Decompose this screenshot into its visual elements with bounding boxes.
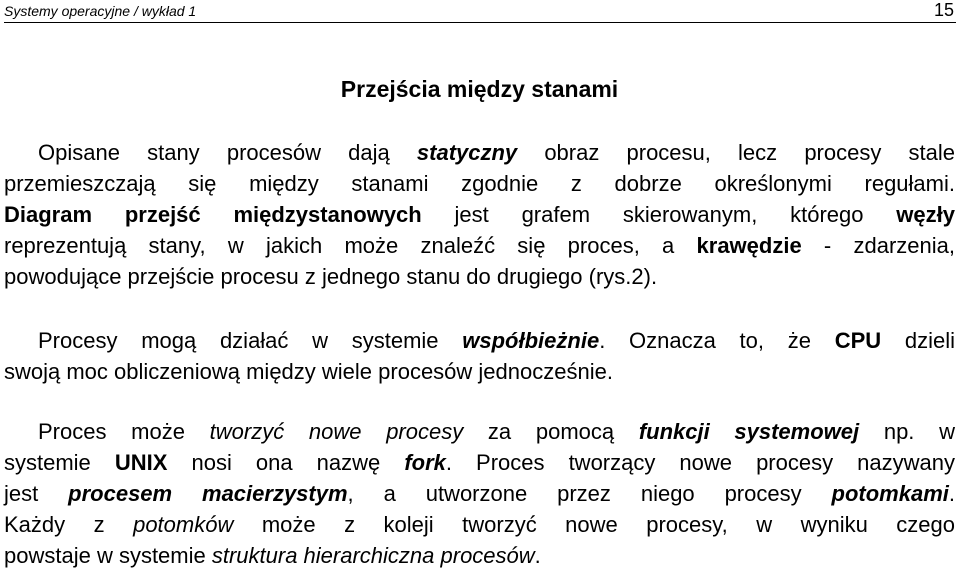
paragraph-concurrency: [4, 325, 955, 387]
text-run: swoją moc obliczeniową między wiele procesów jednocześnie.: [4, 359, 613, 384]
paragraph-line: [4, 540, 955, 571]
paragraph-line: [4, 230, 955, 261]
emphasis-hierarchy: struktura hierarchiczna procesów: [211, 543, 535, 568]
paragraph-line: [4, 416, 955, 447]
text-run: Procesy mogą działać w systemie: [38, 328, 463, 353]
text-run: za pomocą: [463, 419, 639, 444]
paragraph-line: [4, 356, 955, 387]
text-run: Opisane stany procesów dają: [38, 140, 417, 165]
paragraph-line: [4, 325, 955, 356]
term-edges: krawędzie: [696, 233, 802, 258]
term-children: potomkami: [831, 481, 949, 506]
text-run: jest: [4, 481, 69, 506]
paragraph-line: [4, 199, 955, 230]
emphasis-create-processes: tworzyć nowe procesy: [209, 419, 464, 444]
text-run: systemie: [4, 450, 115, 475]
paragraph-line: [4, 168, 955, 199]
header-page-number: 15: [933, 0, 954, 20]
paragraph-line: [4, 137, 955, 168]
paragraph-line: [4, 447, 955, 478]
paragraph-process-creation: [4, 416, 955, 571]
emphasis-descendants: potomków: [133, 512, 234, 537]
paragraph-line: [4, 261, 955, 292]
term-cpu: CPU: [834, 328, 882, 353]
page-header: [4, 0, 956, 23]
paragraph-line: [4, 478, 955, 509]
text-run: przemieszczają się między stanami zgodnie z dobrze określonymi regułami.: [4, 171, 955, 196]
text-run: dzieli: [881, 328, 956, 353]
paragraph-states: [4, 137, 955, 292]
term-fork: fork: [404, 450, 446, 475]
header-course-title: Systemy operacyjne / wykład 1: [4, 3, 197, 19]
text-run: . Proces tworzący nowe procesy nazywany: [445, 450, 955, 475]
text-run: np. w: [859, 419, 955, 444]
text-run: jest grafem skierowanym, którego: [421, 202, 897, 227]
text-run: .: [534, 543, 541, 568]
text-run: może z koleji tworzyć nowe procesy, w wyniku czego: [233, 512, 955, 537]
section-title: Przejścia między stanami: [340, 76, 619, 102]
term-nodes: węzły: [896, 202, 955, 227]
text-run: .: [948, 481, 955, 506]
term-diagram: Diagram przejść międzystanowych: [4, 202, 422, 227]
term-parent-process: procesem macierzystym: [68, 481, 348, 506]
text-run: obraz procesu, lecz procesy stale: [517, 140, 955, 165]
text-run: powodujące przejście procesu z jednego stanu do drugiego (rys.2).: [4, 264, 658, 289]
text-run: Proces może: [38, 419, 210, 444]
paragraph-line: [4, 509, 955, 540]
term-unix: UNIX: [114, 450, 168, 475]
text-run: powstaje w systemie: [4, 543, 212, 568]
text-run: Każdy z: [4, 512, 134, 537]
term-system-call: funkcji systemowej: [638, 419, 860, 444]
text-run: , a utworzone przez niego procesy: [347, 481, 832, 506]
emphasis-static: statyczny: [416, 140, 518, 165]
text-run: reprezentują stany, w jakich może znaleźć się proces, a: [4, 233, 697, 258]
emphasis-concurrent: współbieżnie: [462, 328, 600, 353]
text-run: . Oznacza to, że: [599, 328, 835, 353]
text-run: - zdarzenia,: [801, 233, 955, 258]
text-run: nosi ona nazwę: [167, 450, 405, 475]
